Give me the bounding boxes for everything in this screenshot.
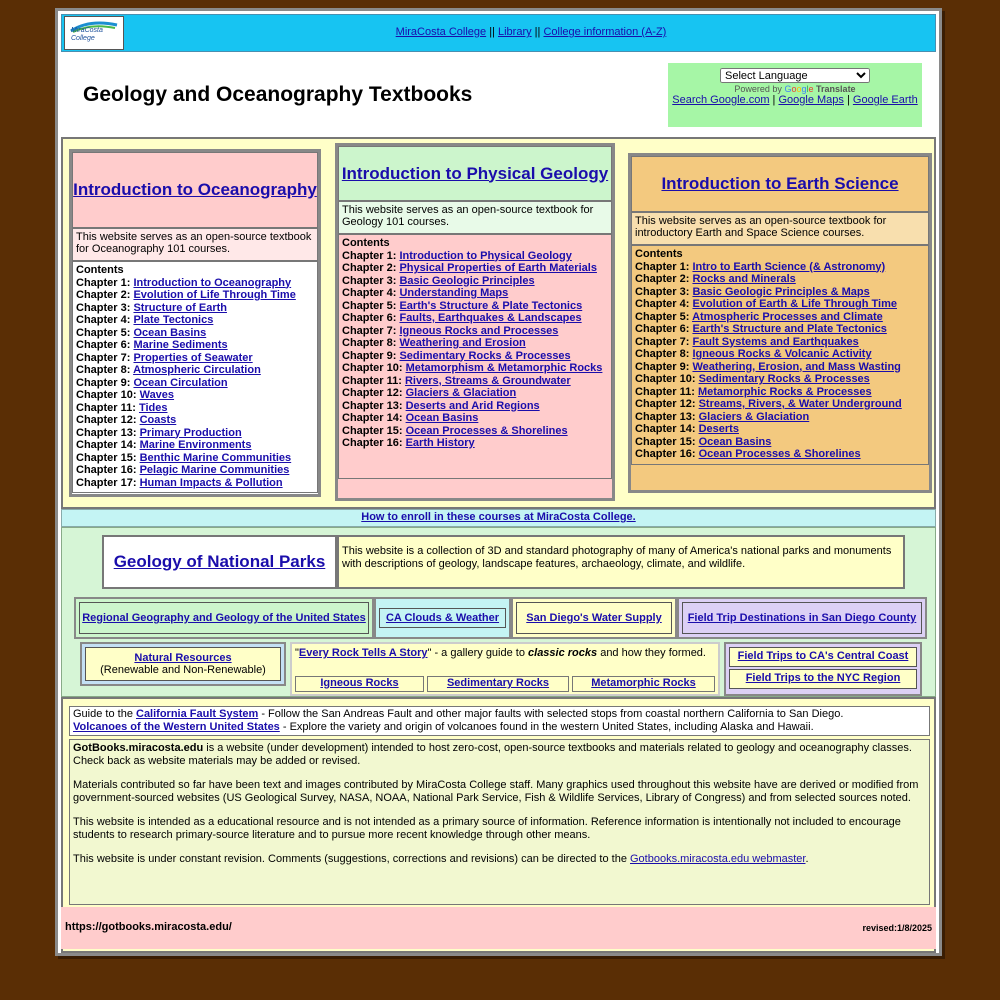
chapter-item	[342, 412, 608, 425]
chapter-link[interactable]: Pelagic Marine Communities	[139, 464, 290, 476]
chapter-number: Chapter 12:	[76, 414, 137, 426]
chapter-item	[76, 477, 314, 490]
field-trip-cc-link[interactable]: Field Trips to CA's Central Coast	[737, 650, 909, 662]
chapter-link[interactable]: Earth's Structure & Plate Tectonics	[399, 299, 583, 312]
page-header	[61, 55, 936, 133]
chapter-number: Chapter 11:	[76, 401, 136, 414]
chapter-link[interactable]: Ocean Basins	[405, 412, 479, 424]
chapter-link[interactable]: Rivers, Streams & Groundwater	[404, 374, 571, 387]
chapter-link[interactable]: Weathering and Erosion	[399, 337, 526, 349]
chapter-item	[635, 323, 925, 336]
contents-label: Contents	[76, 264, 124, 276]
chapter-link[interactable]: Tides	[138, 401, 168, 414]
chapter-number: Chapter 7:	[635, 335, 690, 348]
volcanoes-link[interactable]: Volcanoes of the Western United States	[73, 720, 280, 733]
faults-line: Guide to the California Fault System - Follow the San Andreas Fault and other major faults with selected stops from coastal northern California to San Diego.	[73, 708, 844, 720]
chapter-link[interactable]: Marine Environments	[139, 439, 252, 451]
chapter-item	[76, 302, 314, 315]
chapter-link[interactable]: Ocean Basins	[698, 435, 772, 448]
chapter-item	[342, 262, 608, 275]
chapter-link[interactable]: Evolution of Earth & Life Through Time	[692, 298, 897, 310]
cell-field-trip-sd	[677, 597, 927, 639]
book-physical-geology	[335, 143, 615, 501]
chapter-item	[635, 348, 925, 361]
chapter-link[interactable]: Faults, Earthquakes & Landscapes	[399, 312, 582, 324]
chapter-number: Chapter 2:	[76, 289, 131, 301]
chapter-item	[342, 387, 608, 400]
chapter-number: Chapter 1:	[342, 249, 397, 262]
parks-section	[61, 527, 936, 697]
sedimentary-cell	[427, 676, 569, 692]
chapter-item	[635, 361, 925, 374]
chapter-number: Chapter 2:	[342, 262, 397, 274]
natural-resources-link[interactable]: Natural Resources	[134, 652, 232, 664]
chapter-number: Chapter 3:	[76, 301, 131, 314]
chapter-number: Chapter 7:	[76, 351, 131, 364]
nav-link-college-info[interactable]: College information (A-Z)	[543, 26, 667, 38]
metamorphic-rocks-link[interactable]: Metamorphic Rocks	[591, 677, 696, 689]
chapter-item	[342, 325, 608, 338]
chapter-item	[342, 425, 608, 438]
chapter-number: Chapter 4:	[635, 298, 690, 310]
chapter-item	[76, 277, 314, 290]
natural-resources-sub: (Renewable and Non-Renewable)	[100, 664, 266, 676]
chapter-link[interactable]: Metamorphism & Metamorphic Rocks	[405, 362, 603, 374]
field-trip-nyc-link[interactable]: Field Trips to the NYC Region	[745, 672, 901, 684]
chapter-number: Chapter 16:	[76, 464, 137, 476]
chapter-link[interactable]: Coasts	[139, 414, 177, 426]
chapter-number: Chapter 10:	[342, 362, 403, 374]
chapter-link[interactable]: Human Impacts & Pollution	[139, 476, 283, 489]
book-header	[631, 156, 929, 212]
book-earth-science	[628, 153, 932, 493]
chapter-number: Chapter 6:	[342, 312, 397, 324]
chapter-item	[342, 350, 608, 363]
cell-ca-clouds	[374, 597, 511, 639]
chapter-number: Chapter 8:	[635, 348, 690, 360]
chapter-link[interactable]: Atmospheric Processes and Climate	[692, 310, 883, 323]
chapter-link[interactable]: Structure of Earth	[133, 301, 227, 314]
chapter-number: Chapter 10:	[76, 389, 137, 401]
nav-separator: ||	[489, 26, 495, 38]
chapter-link[interactable]: Basic Geologic Principles & Maps	[692, 285, 870, 298]
fault-system-link[interactable]: California Fault System	[136, 708, 259, 720]
chapter-item	[342, 400, 608, 413]
google-earth-link[interactable]: Google Earth	[852, 94, 918, 106]
cell-every-rock	[290, 642, 720, 696]
book-title-link[interactable]: Introduction to Physical Geology	[341, 163, 609, 183]
book-oceanography	[69, 149, 321, 497]
chapter-item	[76, 439, 314, 452]
chapter-number: Chapter 3:	[635, 285, 690, 298]
chapter-link[interactable]: Glaciers & Glaciation	[405, 387, 517, 399]
chapter-number: Chapter 4:	[342, 287, 397, 299]
chapter-link[interactable]: Properties of Seawater	[133, 351, 253, 364]
chapter-number: Chapter 9:	[342, 349, 397, 362]
chapter-item	[76, 314, 314, 327]
chapter-link[interactable]: Intro to Earth Science (& Astronomy)	[692, 260, 886, 273]
footer-url: https://gotbooks.miracosta.edu/	[65, 921, 232, 933]
chapter-item	[635, 273, 925, 286]
top-nav-links	[127, 26, 935, 38]
national-parks-link[interactable]: Geology of National Parks	[113, 552, 326, 571]
about-box	[69, 739, 930, 905]
chapter-item	[635, 436, 925, 449]
field-trip-sd-link[interactable]: Field Trip Destinations in San Diego County	[687, 612, 917, 624]
chapter-number: Chapter 5:	[76, 326, 131, 339]
every-rock-link[interactable]: Every Rock Tells A Story	[298, 647, 428, 659]
chapter-item	[76, 327, 314, 340]
book-header	[72, 152, 318, 228]
search-google-link[interactable]: Search Google.com	[672, 94, 770, 106]
chapter-item	[635, 386, 925, 399]
chapter-link[interactable]: Sedimentary Rocks & Processes	[399, 349, 571, 362]
chapter-link[interactable]: Ocean Circulation	[133, 376, 228, 389]
chapter-number: Chapter 5:	[635, 310, 690, 323]
chapter-number: Chapter 4:	[76, 314, 131, 326]
page-container	[55, 8, 942, 956]
chapter-item	[342, 312, 608, 325]
google-translate-box	[668, 63, 922, 127]
igneous-rocks-link[interactable]: Igneous Rocks	[320, 677, 399, 689]
about-p4: This website is under constant revision. Comments (suggestions, corrections and revisions) can be directed to the Gotbooks.miracosta.edu webmaster.	[73, 853, 809, 865]
chapter-link[interactable]: Basic Geologic Principles	[399, 274, 535, 287]
chapter-item	[635, 336, 925, 349]
chapter-link[interactable]: Igneous Rocks and Processes	[399, 324, 559, 337]
chapter-number: Chapter 13:	[342, 399, 403, 412]
chapter-number: Chapter 7:	[342, 324, 397, 337]
book-contents	[631, 245, 929, 465]
chapter-item	[635, 286, 925, 299]
chapter-number: Chapter 8:	[342, 337, 397, 349]
about-p3: This website is intended as a educational resource and is not intended as a primary source of information. Reference information is intentionally not included to encourage students to research primary-source literature and to pursue more recent knowledge through other means.	[73, 816, 901, 841]
rock-type-row	[295, 676, 715, 692]
cell-sd-water	[511, 597, 677, 639]
chapter-link[interactable]: Sedimentary Rocks & Processes	[698, 373, 870, 385]
chapter-item	[342, 437, 608, 450]
book-description: This website serves as an open-source textbook for Geology 101 courses.	[338, 201, 612, 234]
chapter-number: Chapter 13:	[635, 410, 696, 423]
chapter-item	[76, 377, 314, 390]
chapter-link[interactable]: Benthic Marine Communities	[139, 451, 292, 464]
chapter-number: Chapter 17:	[76, 476, 137, 489]
chapter-item	[76, 389, 314, 402]
about-p1: GotBooks.miracosta.edu is a website (under development) intended to host zero-cost, open-source textbooks and materials related to geology and oceanography classes. Check back as website materials may be added or revised.	[73, 742, 912, 767]
chapter-number: Chapter 16:	[342, 437, 403, 449]
powered-by-text: Powered by Google Translate	[734, 84, 856, 94]
chapter-link[interactable]: Primary Production	[139, 426, 242, 439]
metamorphic-cell	[572, 676, 715, 692]
chapter-item	[76, 452, 314, 465]
chapter-item	[635, 411, 925, 424]
chapter-number: Chapter 6:	[76, 339, 131, 351]
igneous-cell	[295, 676, 424, 692]
chapter-item	[635, 261, 925, 274]
webmaster-link[interactable]: Gotbooks.miracosta.edu webmaster	[630, 853, 806, 865]
volcanoes-line: Volcanoes of the Western United States - Explore the variety and origin of volcanoes found in the western United States, including Alaska and Hawaii.	[73, 720, 814, 733]
chapter-number: Chapter 12:	[635, 398, 696, 410]
chapter-link[interactable]: Atmospheric Circulation	[133, 364, 261, 376]
chapter-item	[76, 339, 314, 352]
page-title: Geology and Oceanography Textbooks	[83, 83, 473, 106]
chapter-link[interactable]: Metamorphic Rocks & Processes	[697, 385, 872, 398]
chapter-link[interactable]: Physical Properties of Earth Materials	[399, 262, 597, 274]
chapter-number: Chapter 14:	[342, 412, 403, 424]
chapter-link[interactable]: Earth History	[405, 437, 475, 449]
chapter-item	[76, 464, 314, 477]
book-contents	[72, 261, 318, 493]
chapter-link[interactable]: Deserts	[698, 423, 739, 435]
chapter-item	[635, 398, 925, 411]
contents-label: Contents	[635, 248, 683, 260]
chapter-item	[342, 275, 608, 288]
chapter-link[interactable]: Streams, Rivers, & Water Underground	[698, 398, 902, 410]
chapter-number: Chapter 8:	[76, 364, 131, 376]
faults-volcanoes-box	[69, 706, 930, 736]
chapter-item	[76, 352, 314, 365]
chapter-number: Chapter 6:	[635, 323, 690, 335]
google-links: Search Google.com | Google Maps | Google Earth	[672, 94, 918, 106]
field-trip-nyc-cell	[729, 669, 917, 689]
chapter-item	[76, 402, 314, 415]
book-description: This website serves as an open-source textbook for Oceanography 101 courses.	[72, 228, 318, 261]
chapter-item	[76, 289, 314, 302]
book-contents	[338, 234, 612, 479]
chapter-number: Chapter 13:	[76, 426, 137, 439]
national-parks-title	[102, 535, 337, 589]
ca-clouds-link[interactable]: CA Clouds & Weather	[385, 612, 500, 624]
cell-regional-geography	[74, 597, 374, 639]
chapter-item	[635, 373, 925, 386]
chapter-number: Chapter 1:	[635, 260, 690, 273]
book-header	[338, 146, 612, 201]
top-nav-bar	[61, 14, 936, 52]
chapter-number: Chapter 16:	[635, 448, 696, 460]
chapter-number: Chapter 3:	[342, 274, 397, 287]
google-logo: Google	[784, 84, 814, 94]
revised-date: revised:1/8/2025	[862, 923, 932, 933]
chapter-item	[342, 250, 608, 263]
chapter-item	[635, 298, 925, 311]
cell-natural-resources	[80, 642, 286, 686]
chapter-number: Chapter 11:	[635, 385, 695, 398]
book-description: This website serves as an open-source textbook for introductory Earth and Space Science courses.	[631, 212, 929, 245]
contents-label: Contents	[342, 237, 390, 249]
chapter-link[interactable]: Evolution of Life Through Time	[133, 289, 296, 301]
national-parks-description: This website is a collection of 3D and standard photography of many of America's national parks and monuments with descriptions of geology, landscape features, archaeology, climate, and wildlife.	[337, 535, 905, 589]
chapter-item	[342, 337, 608, 350]
chapter-item	[342, 375, 608, 388]
cell-field-trips	[724, 642, 922, 696]
field-trip-cc-cell	[729, 647, 917, 667]
textbooks-section	[61, 137, 936, 509]
chapter-number: Chapter 15:	[76, 451, 137, 464]
chapter-link[interactable]: Earth's Structure and Plate Tectonics	[692, 323, 887, 335]
chapter-link[interactable]: Fault Systems and Earthquakes	[692, 335, 859, 348]
chapter-item	[635, 448, 925, 461]
chapter-link[interactable]: Introduction to Physical Geology	[399, 249, 572, 262]
chapter-number: Chapter 14:	[635, 423, 696, 435]
nav-link-library[interactable]: Library	[497, 26, 532, 38]
chapter-number: Chapter 11:	[342, 374, 402, 387]
chapter-number: Chapter 15:	[635, 435, 696, 448]
chapter-link[interactable]: Igneous Rocks & Volcanic Activity	[692, 348, 872, 360]
chapter-link[interactable]: Glaciers & Glaciation	[698, 410, 810, 423]
logo-text: MiraCosta College	[71, 27, 103, 42]
chapter-link[interactable]: Plate Tectonics	[133, 314, 214, 326]
chapter-number: Chapter 10:	[635, 373, 696, 385]
book-title-link[interactable]: Introduction to Earth Science	[661, 174, 899, 193]
chapter-number: Chapter 1:	[76, 276, 131, 289]
chapter-link[interactable]: Ocean Basins	[133, 326, 207, 339]
chapter-number: Chapter 5:	[342, 299, 397, 312]
regional-geography-link[interactable]: Regional Geography and Geology of the United States	[82, 612, 366, 624]
chapter-item	[76, 427, 314, 440]
sedimentary-rocks-link[interactable]: Sedimentary Rocks	[446, 677, 550, 689]
chapter-item	[342, 362, 608, 375]
enroll-strip	[61, 509, 936, 527]
about-p2: Materials contributed so far have been text and images contributed by MiraCosta College staff. Many graphics used throughout this website have are derived or modified from government-sourced websites (US Geological Survey, NASA, NOAA, National Park Service, Fish & Wildlife Services, Library of Congress) and from selected sources noted.	[73, 779, 919, 804]
chapter-item	[76, 414, 314, 427]
chapter-item	[635, 423, 925, 436]
chapter-link[interactable]: Marine Sediments	[133, 339, 228, 351]
chapter-item	[635, 311, 925, 324]
nav-separator: ||	[534, 26, 541, 38]
chapter-number: Chapter 9:	[635, 360, 690, 373]
every-rock-text: "Every Rock Tells A Story" - a gallery guide to classic rocks and how they formed.	[295, 647, 706, 659]
chapter-link[interactable]: Introduction to Oceanography	[133, 276, 292, 289]
chapter-link[interactable]: Understanding Maps	[399, 287, 509, 299]
sd-water-link[interactable]: San Diego's Water Supply	[526, 612, 662, 624]
chapter-number: Chapter 15:	[342, 424, 403, 437]
google-maps-link[interactable]: Google Maps	[778, 94, 844, 106]
chapter-link[interactable]: Weathering, Erosion, and Mass Wasting	[692, 360, 901, 373]
chapter-link[interactable]: Waves	[139, 389, 175, 401]
chapter-link[interactable]: Deserts and Arid Regions	[405, 399, 540, 412]
chapter-item	[342, 287, 608, 300]
chapter-number: Chapter 9:	[76, 376, 131, 389]
chapter-item	[342, 300, 608, 313]
page-footer	[61, 907, 936, 949]
chapter-item	[76, 364, 314, 377]
chapter-number: Chapter 12:	[342, 387, 403, 399]
chapter-number: Chapter 2:	[635, 273, 690, 285]
miracosta-logo[interactable]	[64, 16, 124, 50]
book-title-link[interactable]: Introduction to Oceanography	[73, 180, 317, 199]
language-select[interactable]	[720, 68, 870, 83]
chapter-link[interactable]: Ocean Processes & Shorelines	[405, 424, 568, 437]
chapter-link[interactable]: Ocean Processes & Shorelines	[698, 448, 861, 460]
chapter-number: Chapter 14:	[76, 439, 137, 451]
nav-link-miracosta[interactable]: MiraCosta College	[395, 26, 487, 38]
enroll-link[interactable]: How to enroll in these courses at MiraCosta College.	[361, 511, 636, 523]
chapter-link[interactable]: Rocks and Minerals	[692, 273, 796, 285]
